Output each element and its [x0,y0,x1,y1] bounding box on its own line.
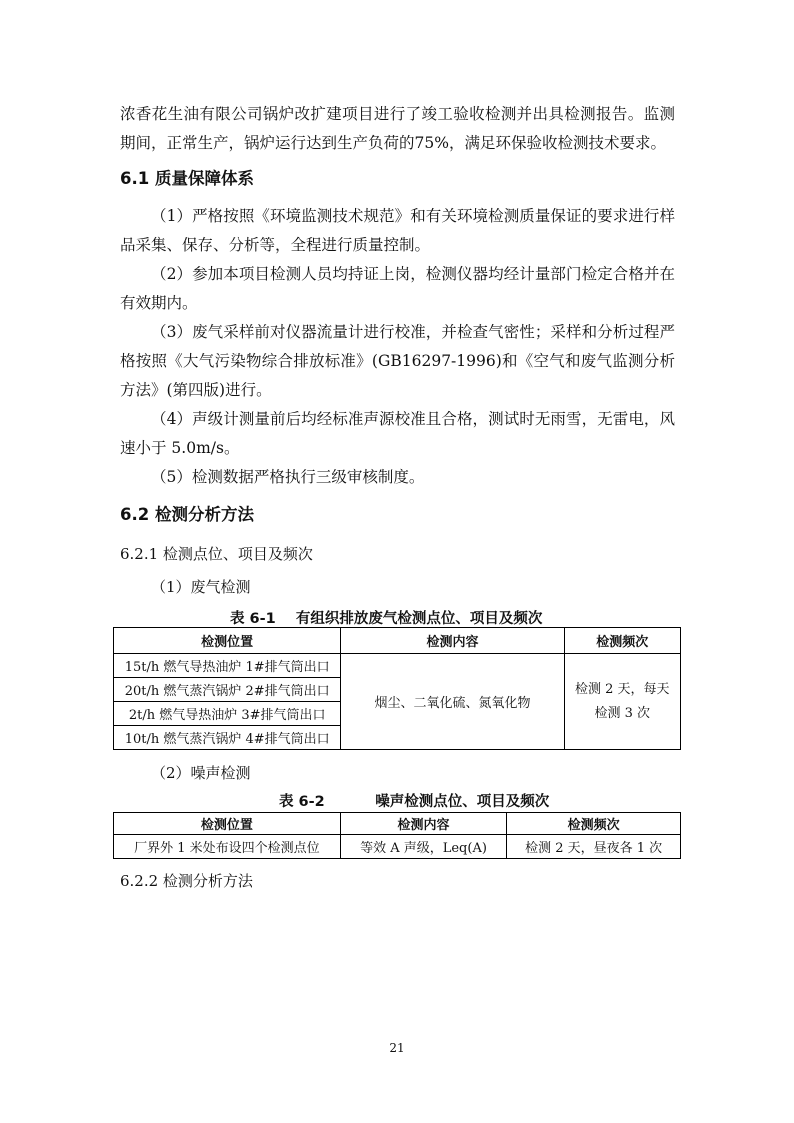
frequency-line-1: 检测 2 天，每天 [575,681,670,697]
table-6-2-header-location: 检测位置 [114,813,341,835]
qa-item-5: （5）检测数据严格执行三级审核制度。 [151,468,425,486]
table-6-1-location-2: 20t/h 燃气蒸汽锅炉 2#排气筒出口 [114,678,341,702]
section-6-2-heading: 6.2 检测分析方法 [120,505,254,524]
table-6-1 [113,627,681,750]
table-6-1-location-1: 15t/h 燃气导热油炉 1#排气筒出口 [114,654,341,678]
table-6-1-location-3: 2t/h 燃气导热油炉 3#排气筒出口 [114,702,341,726]
table-6-1-header-location: 检测位置 [114,628,341,654]
intro-paragraph: 浓香花生油有限公司锅炉改扩建项目进行了竣工验收检测并出具检测报告。监测期间，正常生产，锅炉运行达到生产负荷的75%，满足环保验收检测技术要求。 [120,105,675,152]
subsection-6-2-1: 6.2.1 检测点位、项目及频次 [120,545,313,563]
table-6-1-frequency [564,654,680,750]
table-6-2-content: 等效 A 声级，Leq(A) [340,835,506,859]
table-6-1-caption: 表 6-1 有组织排放废气检测点位、项目及频次 [230,611,543,627]
table-6-2-header-content: 检测内容 [340,813,506,835]
table-6-2-caption: 表 6-2 噪声检测点位、项目及频次 [279,794,550,810]
table-6-1-header-frequency: 检测频次 [564,628,680,654]
qa-item-1: （1）严格按照《环境监测技术规范》和有关环境检测质量保证的要求进行样品采集、保存、分析等，全程进行质量控制。 [120,207,675,254]
waste-gas-label: （1）废气检测 [151,578,251,596]
table-6-1-header-content: 检测内容 [341,628,564,654]
qa-item-4: （4）声级计测量前后均经标准声源校准且合格，测试时无雨雪，无雷电，风速小于 5.0m/s。 [120,410,675,457]
table-6-2 [113,812,681,859]
qa-item-2: （2）参加本项目检测人员均持证上岗，检测仪器均经计量部门检定合格并在有效期内。 [120,265,675,312]
subsection-6-2-2: 6.2.2 检测分析方法 [120,872,253,890]
table-6-1-location-4: 10t/h 燃气蒸汽锅炉 4#排气筒出口 [114,726,341,750]
page-number: 21 [389,1041,405,1055]
section-6-1-heading: 6.1 质量保障体系 [120,169,254,188]
frequency-line-2: 检测 3 次 [594,705,651,721]
table-6-2-frequency: 检测 2 天，昼夜各 1 次 [507,835,681,859]
table-6-1-content: 烟尘、二氧化硫、氮氧化物 [341,654,564,750]
table-6-2-header-frequency: 检测频次 [507,813,681,835]
noise-label: （2）噪声检测 [151,764,251,782]
qa-item-3: （3）废气采样前对仪器流量计进行校准，并检查气密性；采样和分析过程严格按照《大气污染物综合排放标准》(GB16297-1996)和《空气和废气监测分析方法》(第四版)进行。 [120,323,675,399]
table-6-2-location: 厂界外 1 米处布设四个检测点位 [114,835,341,859]
